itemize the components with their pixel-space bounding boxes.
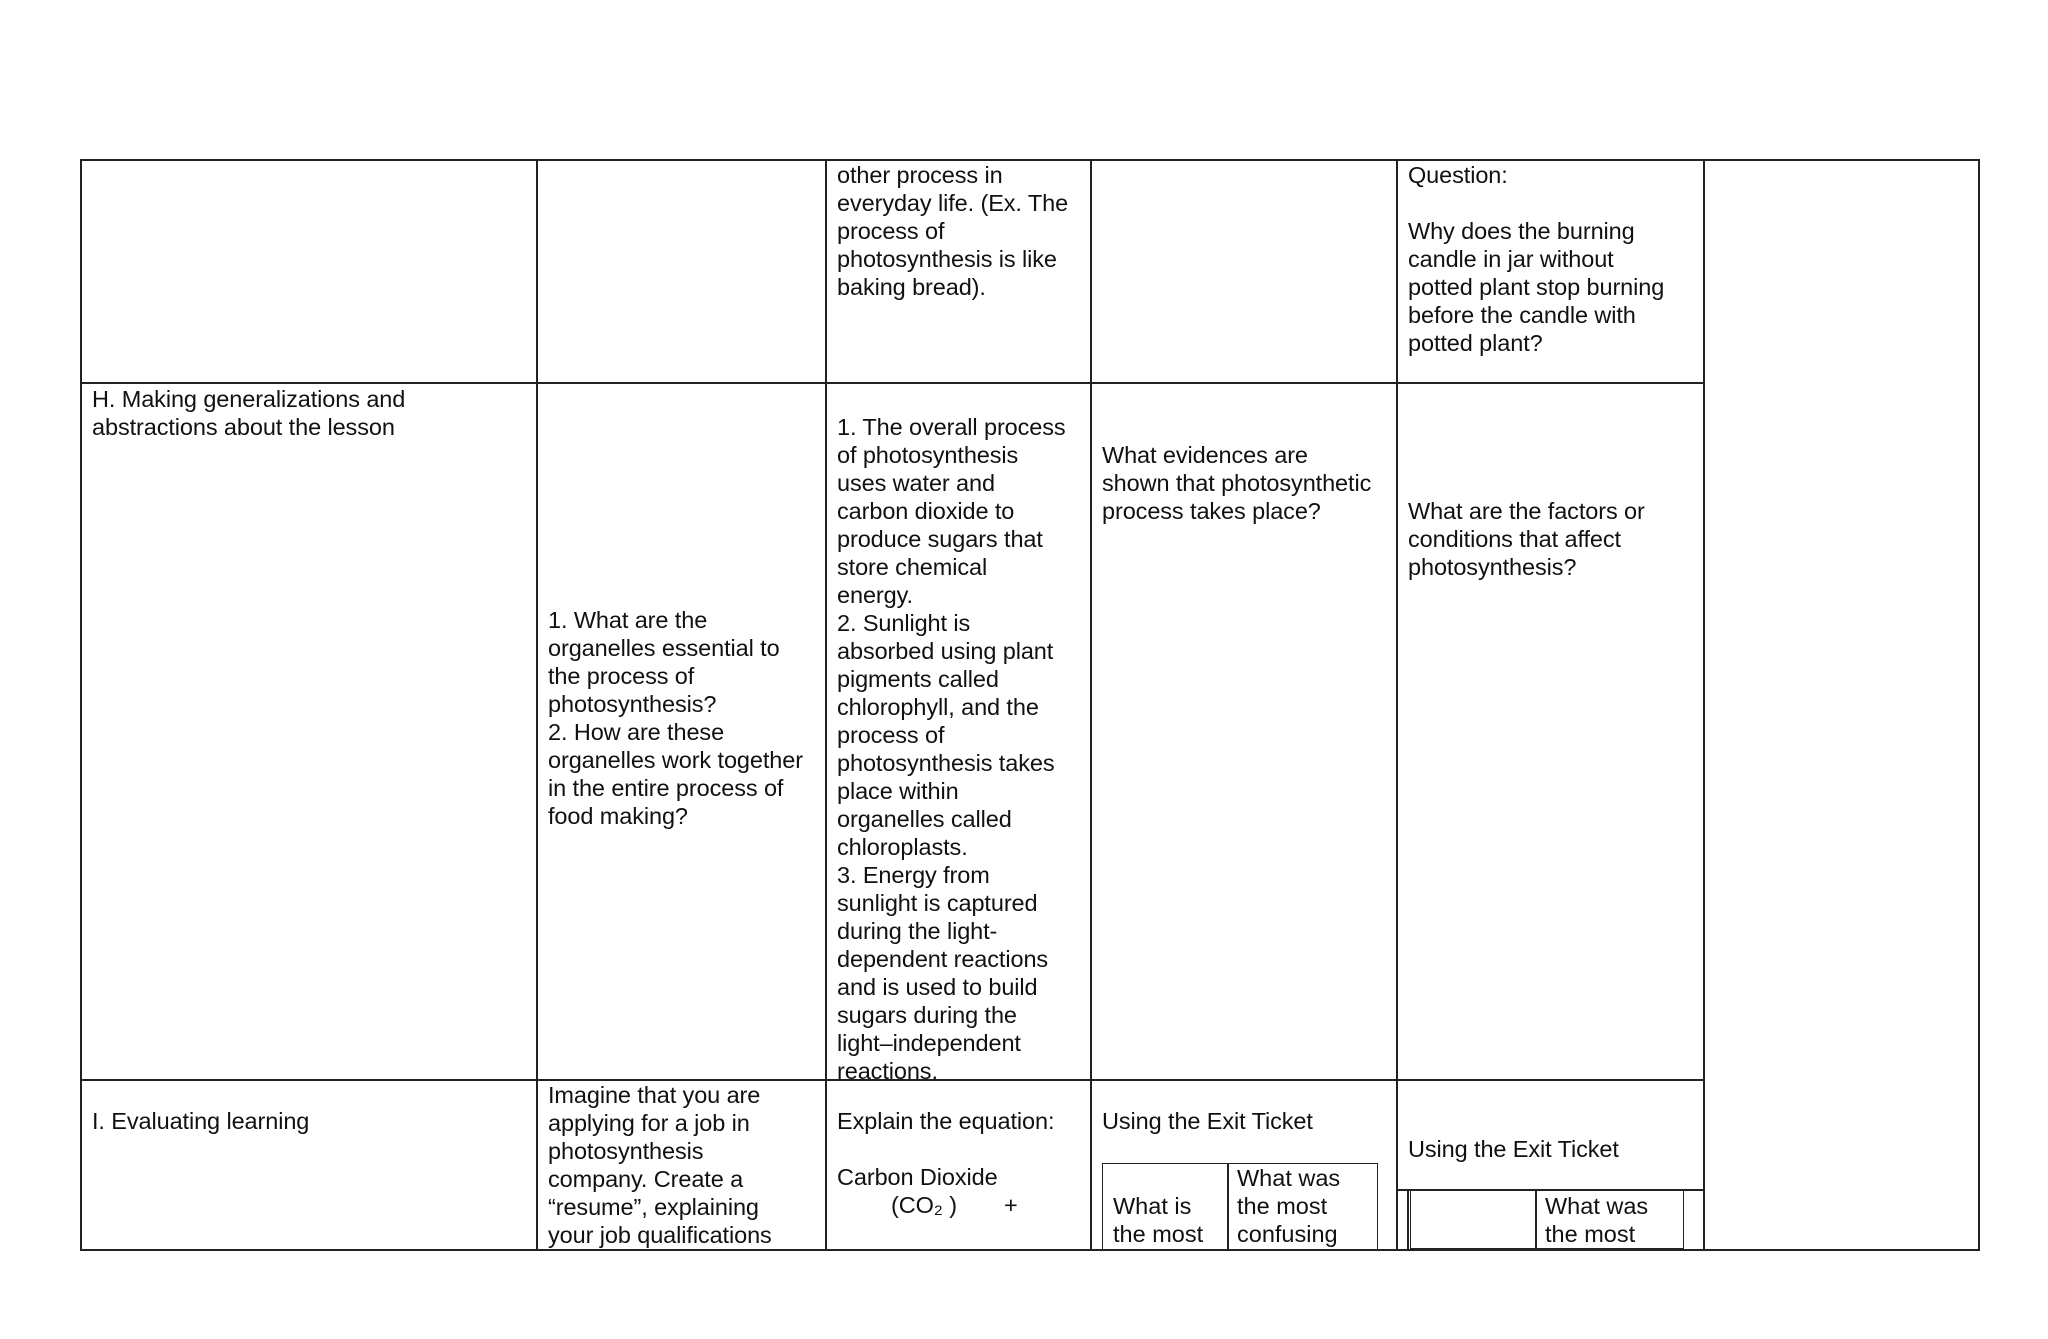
column-divider [1090,159,1092,1250]
exit-ticket-box-2 [1410,1190,1684,1249]
row-divider [80,382,1704,384]
row-i-equation-label: Explain the equation: [837,1108,1055,1134]
row-i-exit-ticket-label-2: Using the Exit Ticket [1408,1136,1619,1162]
exit-ticket-right-prompt-2: What was the most [1545,1193,1649,1247]
column-divider [1396,159,1398,1250]
exit-ticket-divider-2 [1535,1190,1537,1248]
table-border-bottom [80,1249,1980,1251]
lesson-plan-table [80,159,1980,1250]
table-border-left [80,159,82,1250]
exit-ticket-left-prompt: What is the most [1113,1193,1204,1247]
row-h-title: H. Making generalizations and abstractions about the lesson [92,386,406,440]
row-i-title: I. Evaluating learning [92,1108,310,1134]
row-g-procedure-text: other process in everyday life. (Ex. The process of photosynthesis is like baking bread). [837,162,1069,300]
table-border-right [1978,159,1980,1250]
exit-ticket-divider [1227,1164,1229,1249]
row-h-generalizations: 1. The overall process of photosynthesis uses water and carbon dioxide to produce sugars that store chemical energy. 2. Sunlight is absorbed using plant pigments called chlorophyll, and the process of photosynthesis takes place within organelles called chloroplasts. 3. Energy from sunlight is captured during the light- dependent reactions and is used to build sugars during the light–independent reactions. [837,414,1066,1084]
exit-ticket-box [1102,1163,1378,1250]
exit-ticket-frame-left [1407,1189,1409,1249]
row-h-evidence-question: What evidences are shown that photosynthetic process takes place? [1102,442,1372,524]
exit-ticket-right-prompt: What was the most confusing [1237,1165,1341,1247]
row-h-factors-question: What are the factors or conditions that affect photosynthesis? [1408,498,1645,580]
column-divider [1703,159,1705,1250]
row-g-question-text: Question: Why does the burning candle in jar without potted plant stop burning before the candle with potted plant? [1408,162,1665,356]
row-i-equation-formula: (CO₂ ) [891,1192,957,1218]
row-i-equation-plus: + [1004,1192,1018,1218]
row-i-equation-term: Carbon Dioxide [837,1164,998,1190]
column-divider [536,159,538,1250]
row-i-resume-task: Imagine that you are applying for a job in photosynthesis company. Create a “resume”, explaining your job qualifications [548,1082,772,1248]
row-i-exit-ticket-label: Using the Exit Ticket [1102,1108,1313,1134]
row-h-questions: 1. What are the organelles essential to the process of photosynthesis? 2. How are these organelles work together in the entire process of food making? [548,607,803,829]
